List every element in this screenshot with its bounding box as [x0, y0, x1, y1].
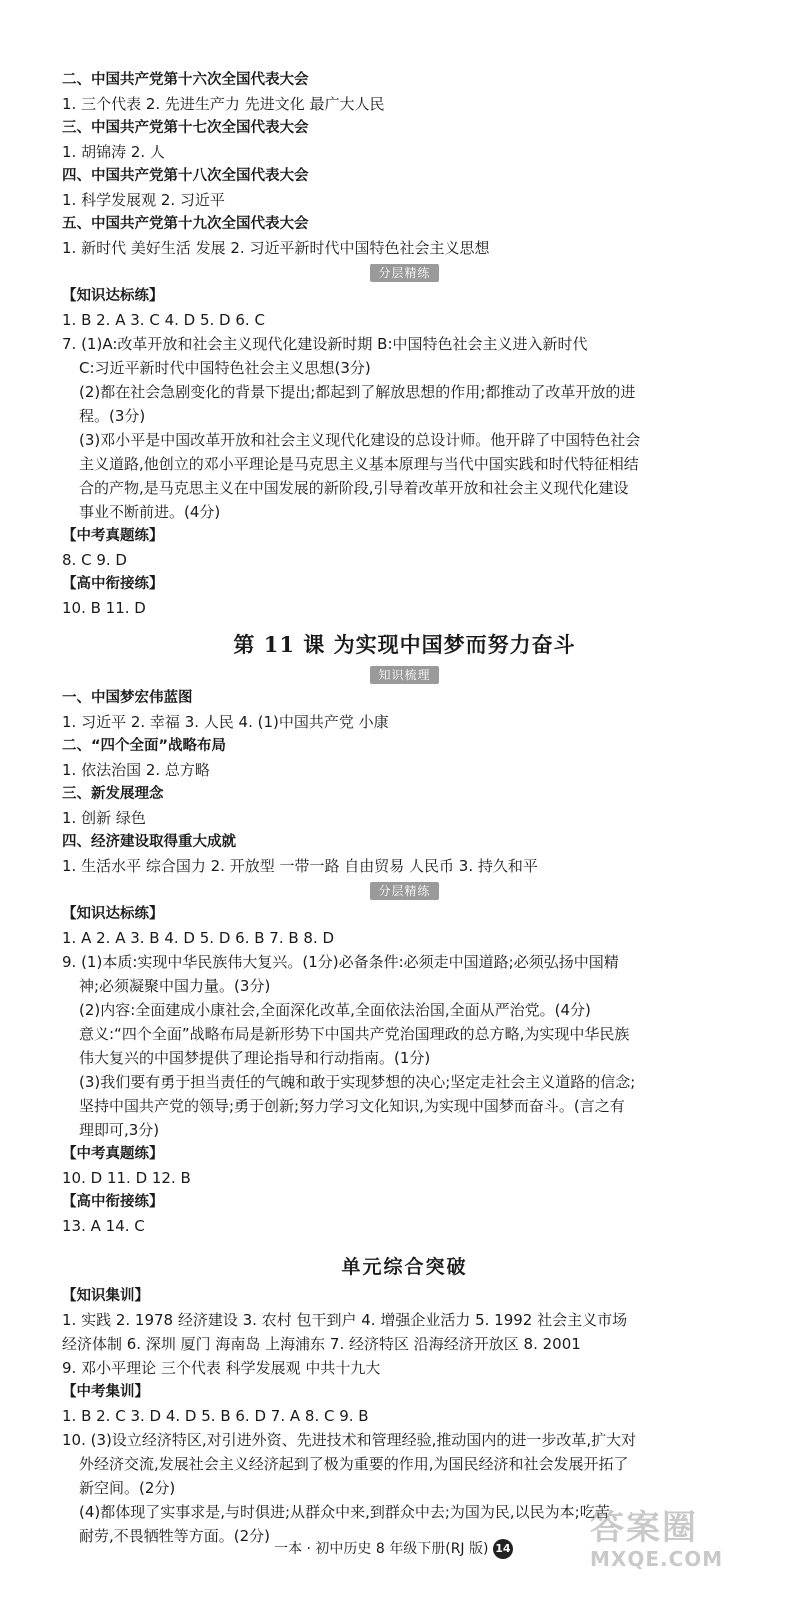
tag-row — [62, 880, 747, 902]
answer-line: 1. 生活水平 综合国力 2. 开放型 一带一路 自由贸易 人民币 3. 持久和平 — [62, 857, 538, 875]
answer-line: 耐劳,不畏牺牲等方面。(2分) — [79, 1527, 271, 1545]
answer-line: 1. 创新 绿色 — [62, 809, 146, 827]
section-heading: 【知识达标练】 — [62, 906, 164, 922]
answer-line: 外经济交流,发展社会主义经济起到了极为重要的作用,为国民经济和社会发展开拓了 — [79, 1455, 629, 1473]
answer-line: 1. A 2. A 3. B 4. D 5. D 6. B 7. B 8. D — [62, 929, 335, 947]
section-heading: 三、新发展理念 — [62, 786, 164, 802]
answer-line: 神;必须凝聚中国力量。(3分) — [79, 977, 271, 995]
lesson-title: 第 11 课 为实现中国梦而努力奋斗 — [233, 632, 576, 657]
section-heading: 二、“四个全面”战略布局 — [62, 738, 227, 754]
answer-line: 7. (1)A:改革开放和社会主义现代化建设新时期 B:中国特色社会主义进入新时代 — [62, 335, 588, 353]
answer-line: 伟大复兴的中国梦提供了理论指导和行动指南。(1分) — [79, 1049, 431, 1067]
section-heading: 五、中国共产党第十九次全国代表大会 — [62, 216, 309, 232]
answer-line: 1. 科学发展观 2. 习近平 — [62, 191, 225, 209]
section-heading: 三、中国共产党第十七次全国代表大会 — [62, 120, 309, 136]
answer-line: (3)我们要有勇于担当责任的气魄和敢于实现梦想的决心;坚定走社会主义道路的信念; — [79, 1073, 636, 1091]
answer-line: 8. C 9. D — [62, 551, 127, 569]
answer-line: 1. 习近平 2. 幸福 3. 人民 4. (1)中国共产党 小康 — [62, 713, 389, 731]
watermark-text: 答案圈 — [590, 1508, 698, 1548]
answer-block-knowledge — [62, 686, 747, 878]
answer-line: (2)内容:全面建成小康社会,全面深化改革,全面依法治国,全面从严治党。(4分) — [79, 1001, 591, 1019]
answer-line: 10. D 11. D 12. B — [62, 1169, 191, 1187]
section-heading: 【知识集训】 — [62, 1288, 149, 1304]
unit-title: 单元综合突破 — [341, 1256, 468, 1278]
answer-line: 经济体制 6. 深圳 厦门 海南岛 上海浦东 7. 经济特区 沿海经济开放区 8. 2001 — [62, 1335, 581, 1353]
answer-line: 理即可,3分) — [79, 1121, 160, 1139]
answer-line: 事业不断前进。(4分) — [79, 503, 221, 521]
section-heading: 【高中衔接练】 — [62, 576, 164, 592]
section-heading: 【中考集训】 — [62, 1384, 149, 1400]
answer-block-lesson11 — [62, 902, 747, 1238]
section-tag: 知识梳理 — [370, 666, 438, 684]
section-heading: 一、中国梦宏伟蓝图 — [62, 690, 193, 706]
answer-line: C:习近平新时代中国特色社会主义思想(3分) — [79, 359, 371, 377]
section-heading: 【高中衔接练】 — [62, 1194, 164, 1210]
section-heading: 四、中国共产党第十八次全国代表大会 — [62, 168, 309, 184]
answer-line: 10. (3)设立经济特区,对引进外资、先进技术和管理经验,推动国内的进一步改革,扩大对 — [62, 1431, 637, 1449]
footer-text: 一本 · 初中历史 8 年级下册(RJ 版) — [274, 1541, 489, 1557]
section-heading: 四、经济建设取得重大成就 — [62, 834, 236, 850]
answer-line: 新空间。(2分) — [79, 1479, 176, 1497]
watermark-logo — [590, 1500, 780, 1590]
answer-line: 意义:“四个全面”战略布局是新形势下中国共产党治国理政的总方略,为实现中华民族 — [79, 1025, 630, 1043]
tag-row — [62, 664, 747, 686]
answer-line: 1. 胡锦涛 2. 人 — [62, 143, 165, 161]
answer-line: 坚持中国共产党的领导;勇于创新;努力学习文化知识,为实现中国梦而奋斗。(言之有 — [79, 1097, 625, 1115]
answer-line: 13. A 14. C — [62, 1217, 145, 1235]
tag-row — [62, 262, 747, 284]
answer-block-top — [62, 68, 747, 260]
section-heading: 【知识达标练】 — [62, 288, 164, 304]
page-number-badge: 14 — [493, 1539, 513, 1559]
answer-line: 1. 新时代 美好生活 发展 2. 习近平新时代中国特色社会主义思想 — [62, 239, 490, 257]
answer-line: 1. B 2. C 3. D 4. D 5. B 6. D 7. A 8. C 9. B — [62, 1407, 369, 1425]
section-heading: 【中考真题练】 — [62, 1146, 164, 1162]
section-heading: 二、中国共产党第十六次全国代表大会 — [62, 72, 309, 88]
answer-line: 合的产物,是马克思主义在中国发展的新阶段,引导着改革开放和社会主义现代化建设 — [79, 479, 629, 497]
answer-line: 主义道路,他创立的邓小平理论是马克思主义基本原理与当代中国实践和时代特征相结 — [79, 455, 639, 473]
answer-line: 程。(3分) — [79, 407, 146, 425]
answer-line: (3)邓小平是中国改革开放和社会主义现代化建设的总设计师。他开辟了中国特色社会 — [79, 431, 641, 449]
watermark-url: MXQE.COM — [590, 1547, 724, 1571]
answer-line: 9. (1)本质:实现中华民族伟大复兴。(1分)必备条件:必须走中国道路;必须弘扬中国精 — [62, 953, 619, 971]
section-tag: 分层精练 — [370, 882, 438, 900]
answer-line: (4)都体现了实事求是,与时俱进;从群众中来,到群众中去;为国为民,以民为本;吃苦 — [79, 1503, 610, 1521]
answer-line: (2)都在社会急剧变化的背景下提出;都起到了解放思想的作用;都推动了改革开放的进 — [79, 383, 636, 401]
answer-block-lesson10 — [62, 284, 747, 620]
answer-line: 1. 三个代表 2. 先进生产力 先进文化 最广大人民 — [62, 95, 385, 113]
answer-line: 1. 实践 2. 1978 经济建设 3. 农村 包干到户 4. 增强企业活力 5. 1992 社会主义市场 — [62, 1311, 628, 1329]
section-heading: 【中考真题练】 — [62, 528, 164, 544]
answer-line: 1. B 2. A 3. C 4. D 5. D 6. C — [62, 311, 265, 329]
section-tag: 分层精练 — [370, 264, 438, 282]
answer-line: 9. 邓小平理论 三个代表 科学发展观 中共十九大 — [62, 1359, 381, 1377]
answer-line: 10. B 11. D — [62, 599, 146, 617]
answer-line: 1. 依法治国 2. 总方略 — [62, 761, 210, 779]
